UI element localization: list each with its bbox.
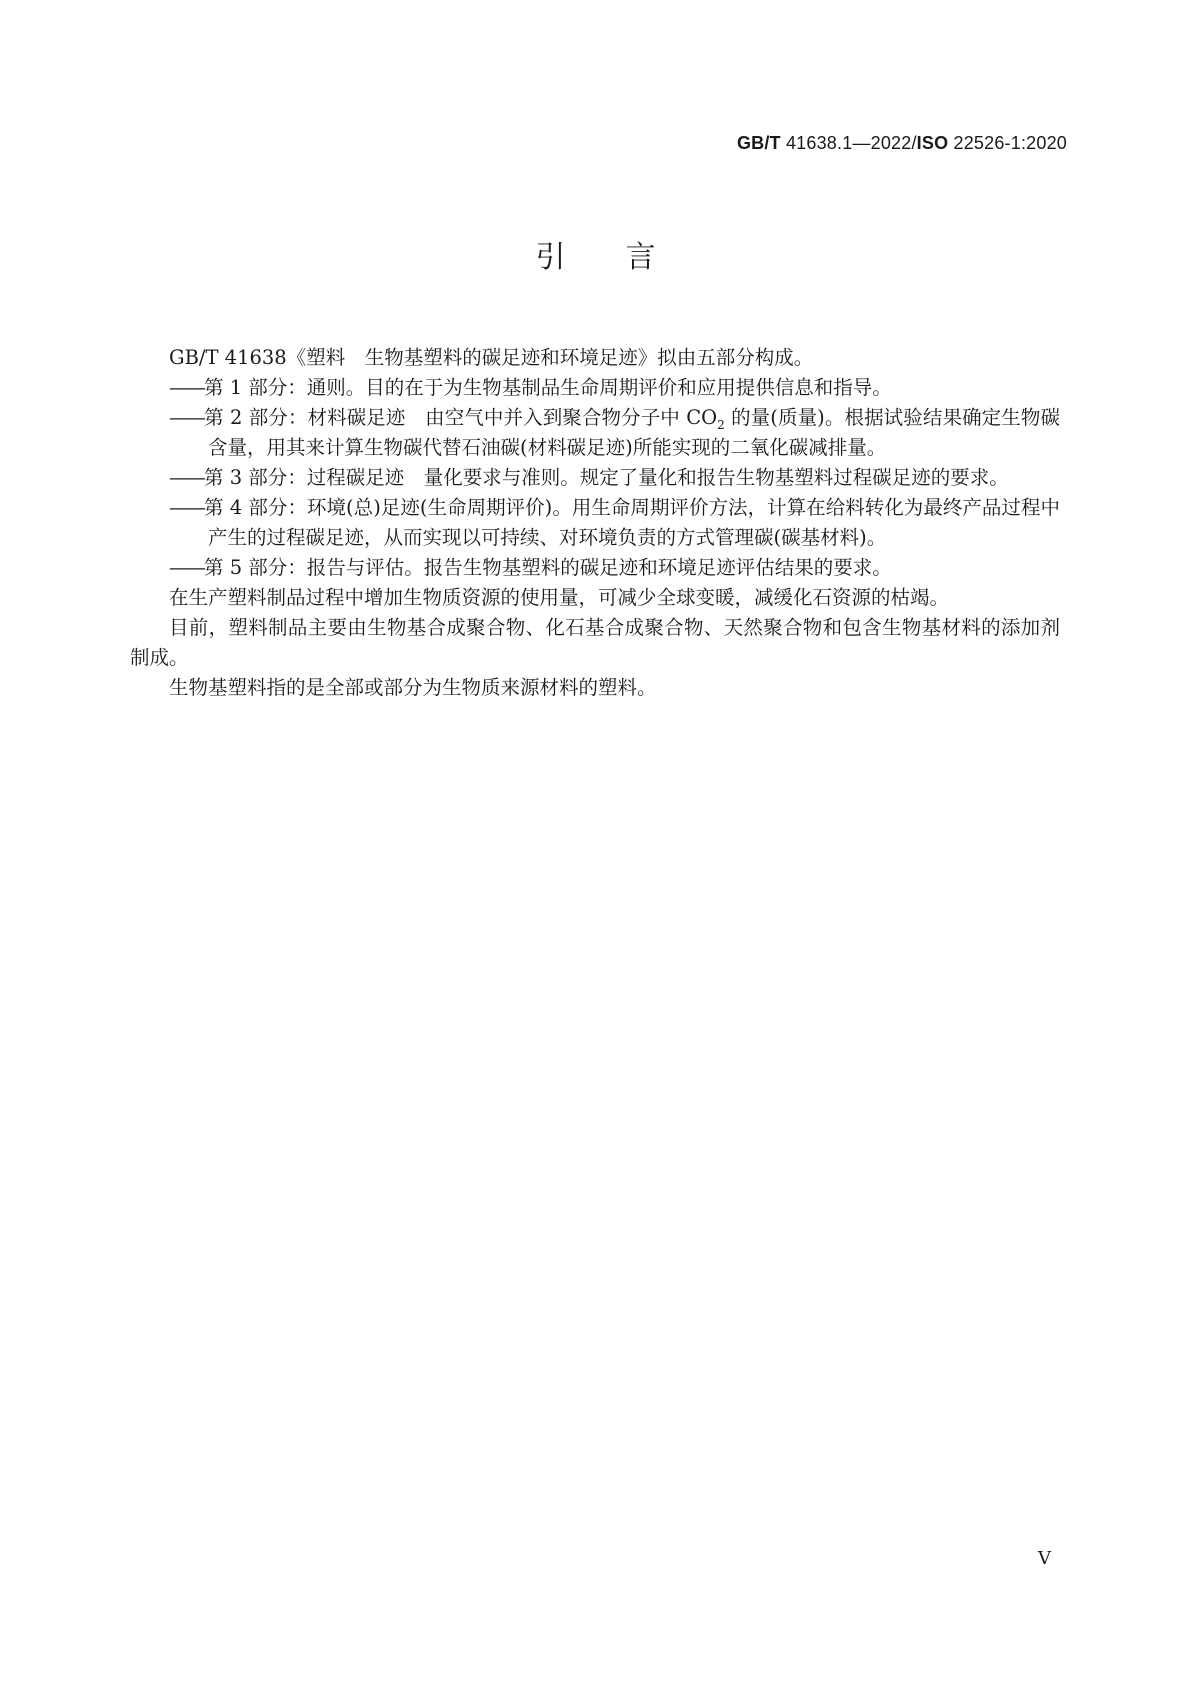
item-dash: —— <box>169 496 204 519</box>
part-item-text: 第 1 部分：通则。目的在于为生物基制品生命周期评价和应用提供信息和指导。 <box>204 376 892 399</box>
part-item-text: 第 5 部分：报告与评估。报告生物基塑料的碳足迹和环境足迹评估结果的要求。 <box>204 556 892 579</box>
item-dash: —— <box>169 406 204 429</box>
paragraph-bio-based-definition: 生物基塑料指的是全部或部分为生物质来源材料的塑料。 <box>169 676 657 699</box>
part-item-5 <box>130 553 1060 583</box>
part-item-text: 第 2 部分：材料碳足迹 由空气中并入到聚合物分子中 CO <box>204 406 718 429</box>
item-dash: —— <box>169 466 204 489</box>
part-item-2 <box>130 403 1060 463</box>
part-item-3 <box>130 463 1060 493</box>
iso-prefix: ISO <box>916 133 949 153</box>
standard-prefix: GB/T <box>736 133 781 153</box>
part-item-4 <box>130 493 1060 553</box>
paragraph-plastic-composition: 目前，塑料制品主要由生物基合成聚合物、化石基合成聚合物、天然聚合物和包含生物基材料的添加剂制成。 <box>130 616 1060 669</box>
iso-number: 22526-1:2020 <box>953 133 1067 153</box>
standard-number-header <box>737 133 1067 154</box>
paragraph-global-warming: 在生产塑料制品过程中增加生物质资源的使用量，可减少全球变暖，减缓化石资源的枯竭。 <box>169 586 950 609</box>
part-item-text-continued: 的量(质量)。根据试验结果确定生物碳含量，用其来计算生物碳代替石油碳(材料碳足迹)所能实现的二氧化碳减排量。 <box>208 406 1060 459</box>
standard-number: 41638.1—2022/ <box>785 133 917 153</box>
part-item-text: 第 4 部分：环境(总)足迹(生命周期评价)。用生命周期评价方法，计算在给料转化为最终产品过程中产生的过程碳足迹，从而实现以可持续、对环境负责的方式管理碳(碳基材料)。 <box>204 496 1060 549</box>
document-body <box>130 343 1060 703</box>
co2-subscript: 2 <box>717 417 725 432</box>
part-item-1 <box>130 373 1060 403</box>
page-title: 引言 <box>535 240 716 275</box>
part-item-text: 第 3 部分：过程碳足迹 量化要求与准则。规定了量化和报告生物基塑料过程碳足迹的要求。 <box>204 466 1009 489</box>
intro-paragraph: GB/T 41638《塑料 生物基塑料的碳足迹和环境足迹》拟由五部分构成。 <box>169 346 814 369</box>
page-number: V <box>1038 1548 1051 1569</box>
item-dash: —— <box>169 376 204 399</box>
item-dash: —— <box>169 556 204 579</box>
